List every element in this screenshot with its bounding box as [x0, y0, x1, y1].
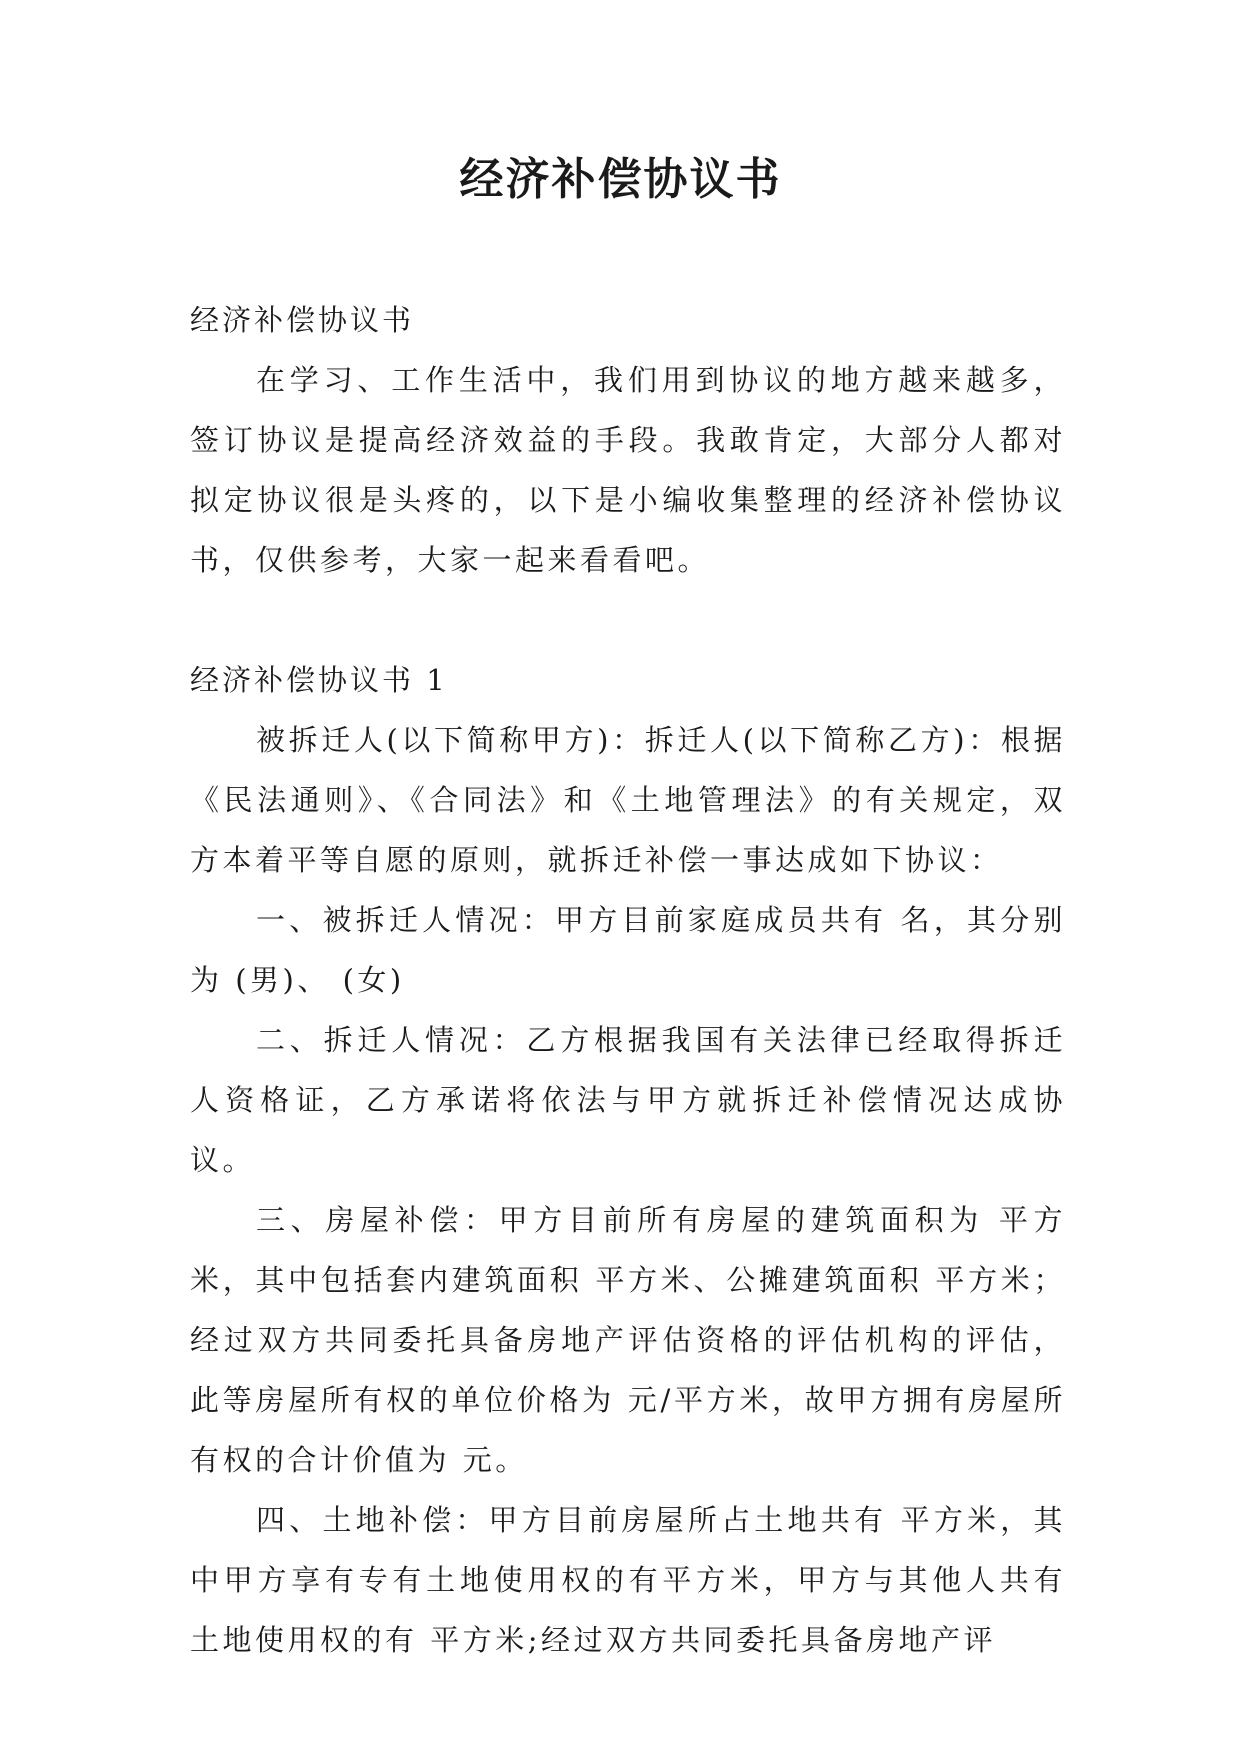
document-title: 经济补偿协议书	[459, 154, 782, 205]
section-1-heading: 经济补偿协议书 1	[190, 663, 448, 697]
intro-heading: 经济补偿协议书	[190, 303, 415, 337]
clause-3-paragraph: 三、房屋补偿：甲方目前所有房屋的建筑面积为 平方米，其中包括套内建筑面积 平方米、公摊建筑面积 平方米；经过双方共同委托具备房地产评估资格的评估机构的评估，此等房屋所有权的单位价格为 元/平方米，故甲方拥有房屋所有权的合计价值为 元。	[190, 1203, 1066, 1477]
section-spacer	[190, 590, 1066, 650]
clause-1-paragraph: 一、被拆迁人情况：甲方目前家庭成员共有 名，其分别为 (男)、 (女)	[190, 903, 1066, 997]
intro-paragraph: 在学习、工作生活中，我们用到协议的地方越来越多，签订协议是提高经济效益的手段。我敢肯定，大部分人都对拟定协议很是头疼的，以下是小编收集整理的经济补偿协议书，仅供参考，大家一起来看看吧。	[190, 363, 1066, 577]
preamble-paragraph: 被拆迁人(以下简称甲方)：拆迁人(以下简称乙方)：根据《民法通则》、《合同法》和《土地管理法》的有关规定，双方本着平等自愿的原则，就拆迁补偿一事达成如下协议：	[190, 723, 1066, 877]
clause-4-paragraph: 四、土地补偿：甲方目前房屋所占土地共有 平方米，其中甲方享有专有土地使用权的有平方米，甲方与其他人共有土地使用权的有 平方米;经过双方共同委托具备房地产评	[190, 1503, 1066, 1657]
document-body	[190, 290, 1066, 1670]
clause-2-paragraph: 二、拆迁人情况：乙方根据我国有关法律已经取得拆迁人资格证，乙方承诺将依法与甲方就拆迁补偿情况达成协议。	[190, 1023, 1066, 1177]
